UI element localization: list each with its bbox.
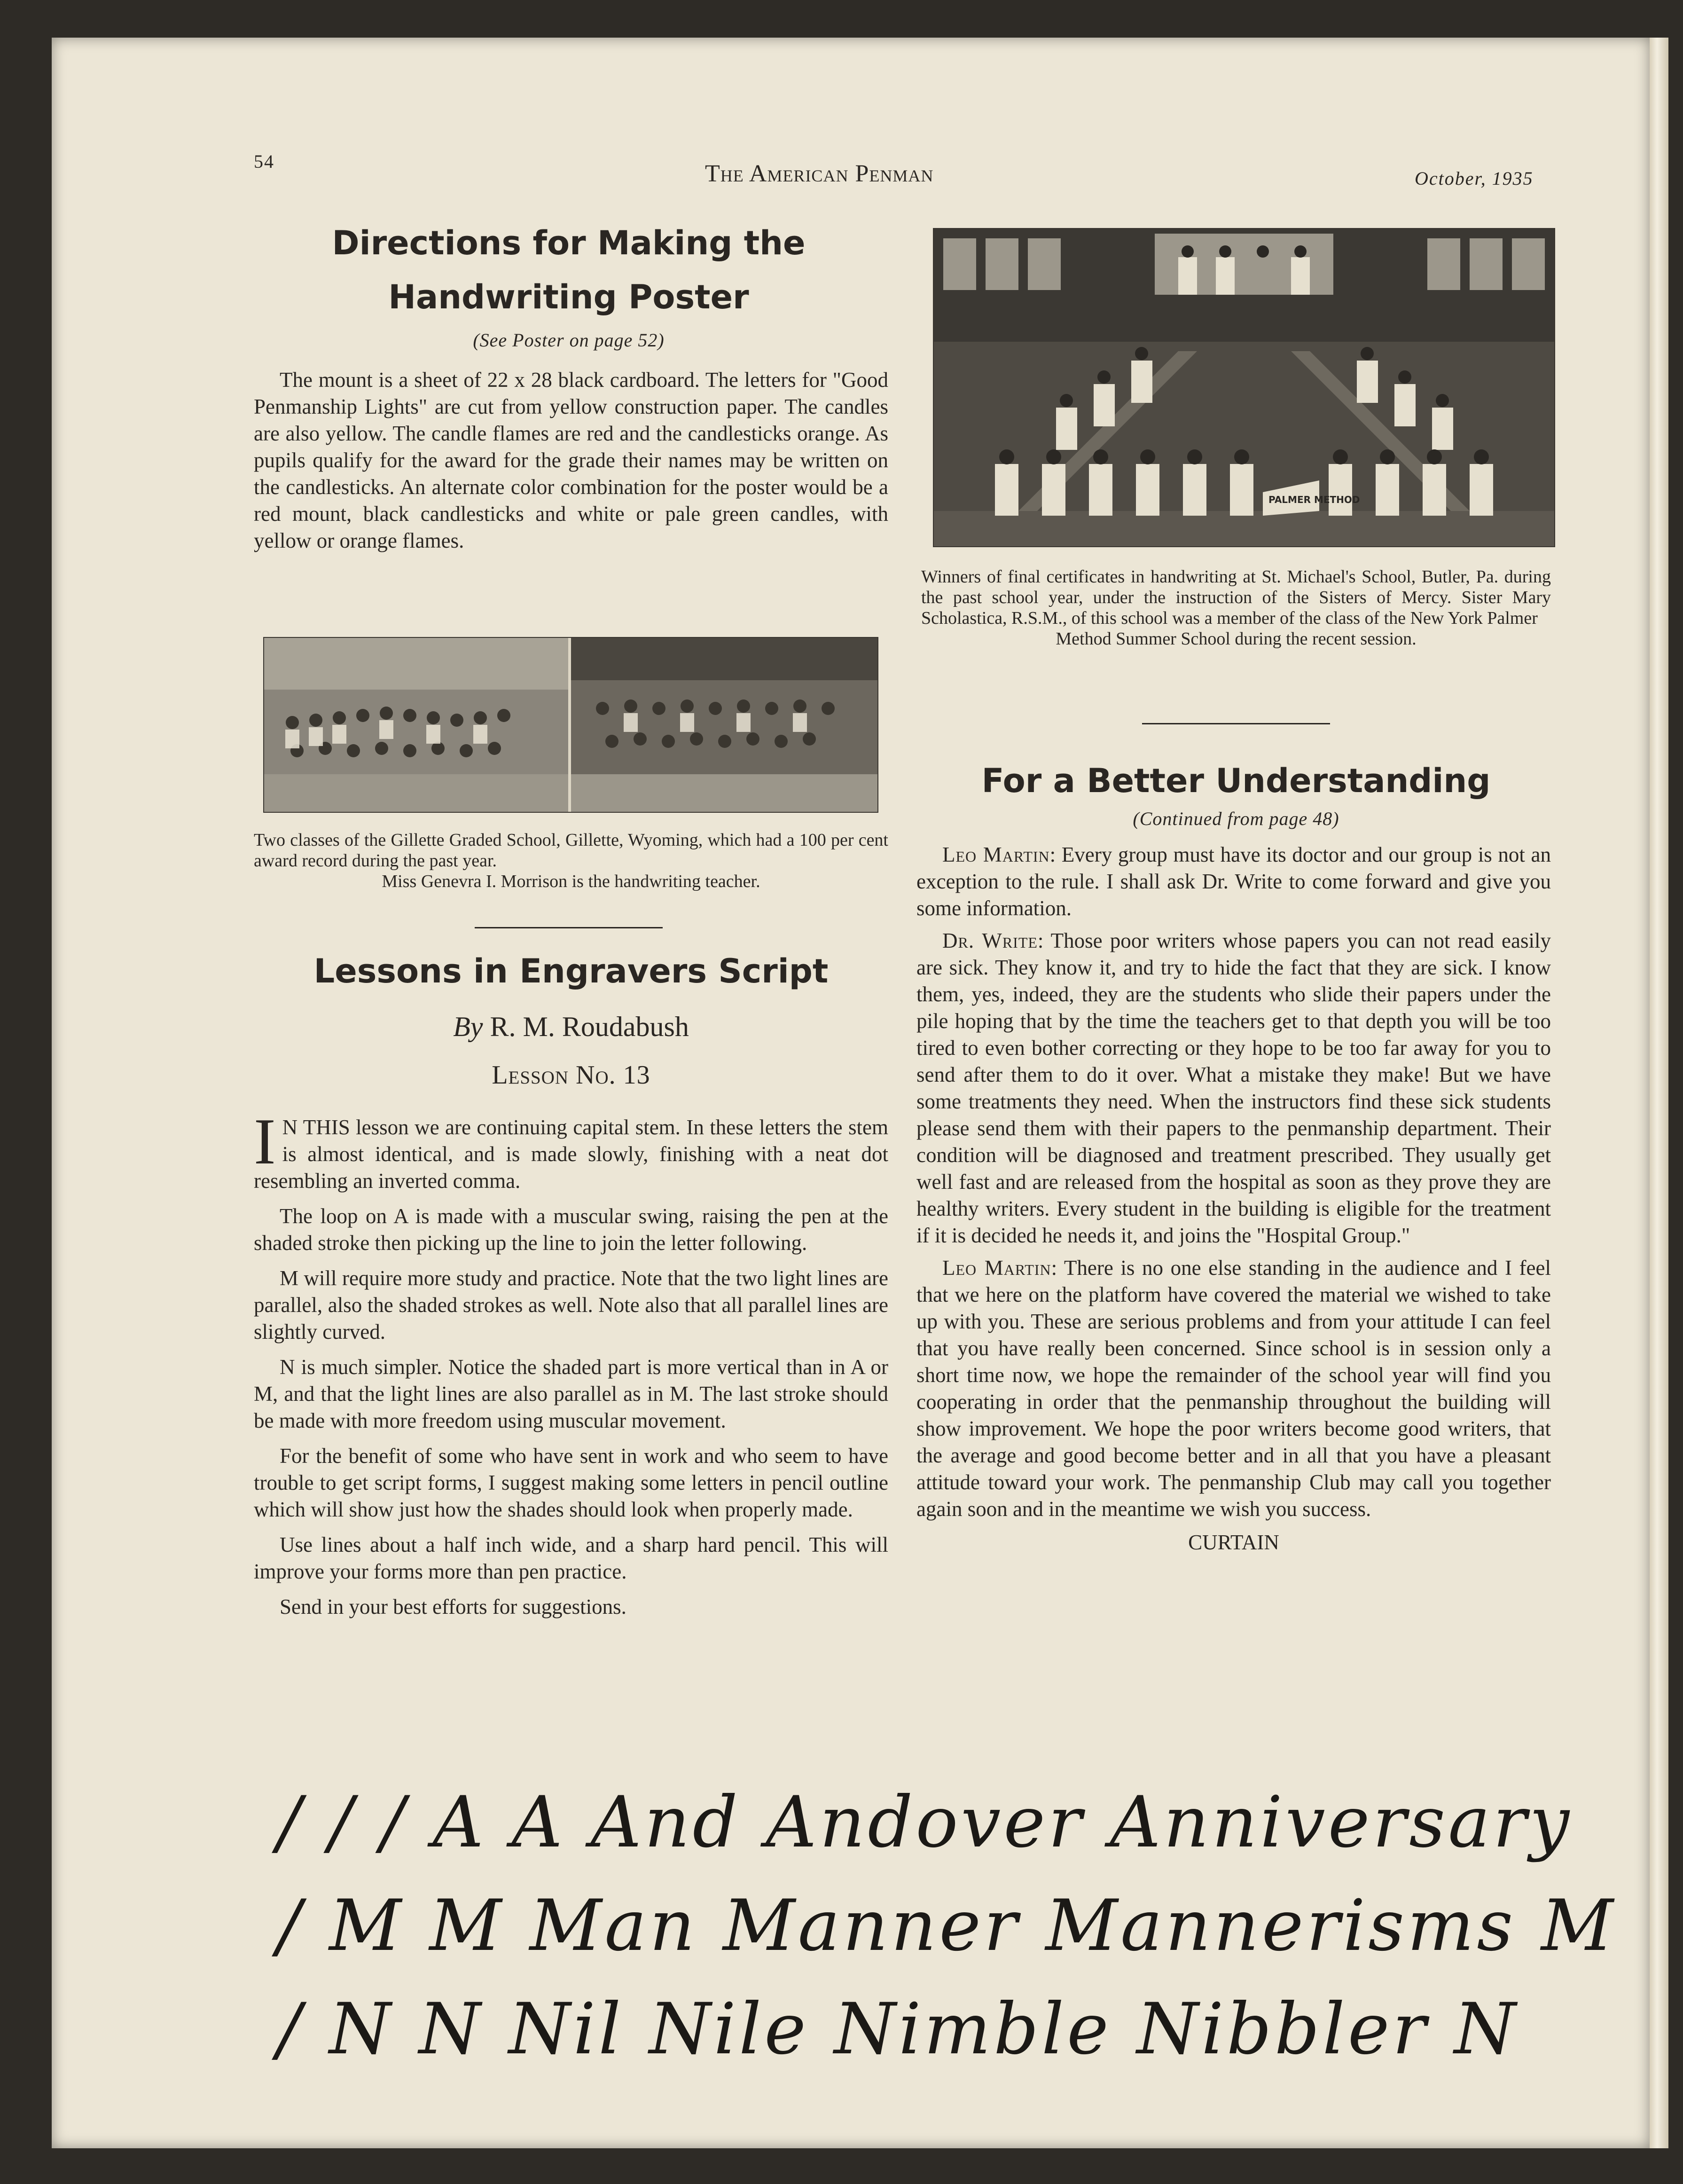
poster-subtitle: (See Poster on page 52)	[473, 330, 665, 351]
lesson-paragraph-4: N is much simpler. Notice the shaded part is more vertical than in A or M, and that the light lines are also parallel as in M. The last stroke should be made with more freedom using muscular movement.	[254, 1355, 888, 1432]
page-edge	[1650, 38, 1668, 2148]
speaker-leo-martin-2: Leo Martin	[942, 1256, 1051, 1280]
understanding-subtitle: (Continued from page 48)	[1133, 808, 1339, 829]
pennant-text: PALMER METHOD	[1268, 494, 1360, 505]
poster-title-line2: Handwriting Poster	[388, 278, 749, 316]
author-name: R. M. Roudabush	[490, 1011, 689, 1042]
gillette-caption	[254, 830, 888, 892]
speech-2: : Those poor writers whose papers you can not read easily are sick. They know it, and try to hide the fact that they are sick. I know them, yes, indeed, they are the students who slide their papers under the pile hoping that by the time the teachers get to that depth you will be too tired to even bother correcting or they hope to be too far away for you to send after them to do it over. What a mistake they make! But we have some treatments they need. When the instructors find these sick students please send them with their papers to the penmanship department. Their condition will be diagnosed and treatment prescribed. They usually get well fast and are released from the hospital as soon as they prove they are healthy writers. Every student in the building is eligible for the treatment if it is decided he needs it, and joins the "Hospital Group."	[916, 929, 1551, 1247]
gillette-caption-teacher: Miss Genevra I. Morrison is the handwriting teacher.	[382, 872, 760, 891]
understanding-body	[916, 841, 1551, 1556]
poster-title-line1: Directions for Making the	[332, 224, 806, 262]
st-michaels-caption-text: Winners of final certificates in handwriting at St. Michael's School, Butler, Pa. during the past school year, under the instruction of the Sisters of Mercy. Sister Mary Scholastica, R.S.M., of this school was a member of the class of the New York Palmer	[921, 567, 1551, 628]
lesson-paragraph-1: N THIS lesson we are continuing capital stem. In these letters the stem is almost identical, and is made slowly, finishing with a neat dot resembling an inverted comma.	[254, 1116, 888, 1193]
lesson-paragraph-5: For the benefit of some who have sent in work and who seem to have trouble to get script forms, I suggest making some letters in pencil outline which will show just how the shades should look when properly made.	[254, 1444, 888, 1521]
lesson-paragraph-2: The loop on A is made with a muscular swing, raising the pen at the shaded stroke then picking up the line to join the letter following.	[254, 1204, 888, 1255]
understanding-paragraph-3	[916, 1255, 1551, 1523]
gillette-photo-image	[264, 638, 877, 812]
gillette-classes-photo	[263, 637, 878, 813]
drop-cap: I	[254, 1105, 276, 1178]
speaker-dr-write: Dr. Write	[942, 929, 1038, 952]
st-michaels-photo	[933, 228, 1555, 547]
understanding-paragraph-2	[916, 927, 1551, 1249]
st-michaels-caption-last: Method Summer School during the recent session.	[1056, 629, 1417, 649]
gillette-caption-text: Two classes of the Gillette Graded School, Gillette, Wyoming, which had a 100 per cent award record during the past year.	[254, 830, 888, 871]
lessons-body	[254, 1105, 888, 1620]
script-line-n: / N N Nil Nile Nimble Nibbler N	[277, 1988, 1519, 2070]
byline-prefix: By	[453, 1011, 483, 1042]
understanding-title: For a Better Understanding	[981, 762, 1491, 800]
poster-paragraph: The mount is a sheet of 22 x 28 black cardboard. The letters for "Good Penmanship Lights" are cut from yellow construction paper. The candles are also yellow. The candle flames are red and the candlesticks orange. As pupils qualify for the award for the grade their names may be written on the candlesticks. An alternate color combination for the poster would be a red mount, black candlesticks and white or pale green candles, with yellow or orange flames.	[254, 368, 888, 552]
lessons-byline	[254, 1011, 888, 1043]
lesson-paragraph-6: Use lines about a half inch wide, and a sharp hard pencil. This will improve your forms more than pen practice.	[254, 1533, 888, 1583]
speech-1: : Every group must have its doctor and our group is not an exception to the rule. I shall ask Dr. Write to come forward and give you some information.	[916, 843, 1551, 920]
lessons-title: Lessons in Engravers Script	[313, 952, 829, 990]
lesson-paragraph-3: M will require more study and practice. Note that the two light lines are parallel, also the shaded strokes as well. Note also that all parallel lines are slightly curved.	[254, 1266, 888, 1343]
script-line-m: / M M Man Manner Mannerisms M	[277, 1885, 1616, 1967]
curtain-text: CURTAIN	[1188, 1531, 1279, 1554]
speech-3: : There is no one else standing in the audience and I feel that we here on the platform have covered the material we wished to take up with you. These are serious problems and from your attitude I can feel that you have really been concerned. Since school is in session only a short time now, we hope the remainder of the school year will find you cooperating in order that the penmanship throughout the building will show improvement. We hope the poor writers become good writers, that the average and good become better and in all that you have a pleasant attitude toward your work. The penmanship Club may call you together again soon and in the meantime we wish you success.	[916, 1256, 1551, 1521]
st-michaels-photo-image	[934, 229, 1554, 546]
issue-date: October, 1935	[1415, 168, 1534, 189]
st-michaels-caption	[921, 566, 1551, 649]
script-line-a: / / / A A And Andover Anniversary	[277, 1782, 1573, 1863]
page-number: 54	[254, 151, 274, 172]
magazine-title: The American Penman	[705, 160, 934, 187]
poster-article-title	[263, 216, 874, 324]
understanding-paragraph-1	[916, 841, 1551, 922]
lesson-number: Lesson No. 13	[492, 1061, 650, 1090]
lesson-paragraph-7: Send in your best efforts for suggestions.	[280, 1595, 626, 1618]
section-divider-right	[1142, 723, 1330, 724]
poster-body	[254, 367, 888, 554]
speaker-leo-martin: Leo Martin	[942, 843, 1050, 866]
section-divider-left	[475, 927, 663, 928]
